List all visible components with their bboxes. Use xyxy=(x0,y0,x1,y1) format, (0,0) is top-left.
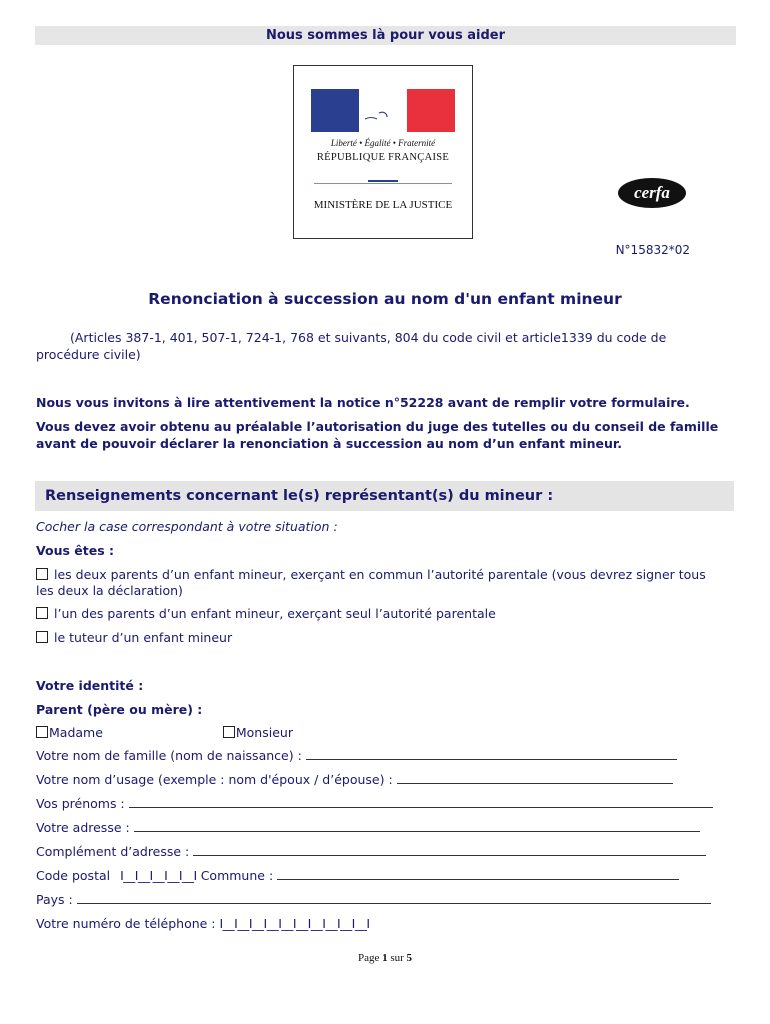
instruction-text: Cocher la case correspondant à votre situation : xyxy=(36,519,338,534)
pays-field[interactable] xyxy=(36,892,711,908)
notice-text: Nous vous invitons à lire attentivement la notice n°52228 avant de remplir votre formulaire. xyxy=(36,395,690,410)
nom-famille-field[interactable] xyxy=(36,748,677,764)
nom-usage-input[interactable] xyxy=(397,772,673,784)
ministry-logo xyxy=(293,65,473,239)
commune-input[interactable] xyxy=(277,868,679,880)
marianne-icon xyxy=(351,95,411,129)
page-word: Page xyxy=(357,952,380,964)
nom-famille-input[interactable] xyxy=(306,748,677,760)
page-number: 1 xyxy=(382,952,388,964)
nom-famille-label: Votre nom de famille (nom de naissance) : xyxy=(36,748,302,763)
complement-field[interactable] xyxy=(36,844,706,860)
republique-text: RÉPUBLIQUE FRANÇAISE xyxy=(316,152,450,163)
checkbox-tuteur[interactable] xyxy=(36,631,48,643)
parent-label: Parent (père ou mère) : xyxy=(36,702,203,717)
prenoms-label: Vos prénoms : xyxy=(36,796,125,811)
pays-label: Pays : xyxy=(36,892,73,907)
code-postal-commune-row xyxy=(36,868,679,884)
adresse-label: Votre adresse : xyxy=(36,820,130,835)
vous-etes-label: Vous êtes : xyxy=(36,543,114,558)
devise-text: Liberté • Égalité • Fraternité xyxy=(330,138,436,148)
sur-word: sur xyxy=(390,952,404,964)
option-tuteur[interactable] xyxy=(36,630,232,646)
prenoms-input[interactable] xyxy=(129,796,713,808)
autorisation-text: Vous devez avoir obtenu au préalable l’autorisation du juge des tutelles ou du conseil de famille avant de pouvoir déclarer la renonciation à succession au nom d’un enfant mineur. xyxy=(36,419,719,451)
madame-label: Madame xyxy=(49,725,103,740)
nom-usage-field[interactable] xyxy=(36,772,673,788)
logo-divider xyxy=(314,183,452,184)
ministere-text: MINISTÈRE DE LA JUSTICE xyxy=(313,199,453,211)
option-label: les deux parents d’un enfant mineur, exerçant en commun l’autorité parentale (vous devrez signer tous les deux la déclaration) xyxy=(36,567,706,598)
complement-input[interactable] xyxy=(193,844,706,856)
pays-input[interactable] xyxy=(77,892,711,904)
option-madame[interactable] xyxy=(36,725,103,740)
option-monsieur[interactable] xyxy=(223,725,293,740)
logo-divider-accent xyxy=(368,180,398,182)
cerfa-logo: cerfa xyxy=(618,178,686,208)
civilite-row xyxy=(36,725,293,741)
option-label: le tuteur d’un enfant mineur xyxy=(54,630,233,645)
prenoms-field[interactable] xyxy=(36,796,713,812)
monsieur-label: Monsieur xyxy=(235,725,293,740)
section-title: Renseignements concernant le(s) représentant(s) du mineur : xyxy=(35,481,734,511)
adresse-field[interactable] xyxy=(36,820,700,836)
page-title: Renonciation à succession au nom d'un enfant mineur xyxy=(148,290,622,308)
checkbox-madame[interactable] xyxy=(36,726,48,738)
adresse-input[interactable] xyxy=(134,820,700,832)
checkbox-un-parent[interactable] xyxy=(36,607,48,619)
telephone-label: Votre numéro de téléphone : xyxy=(36,916,216,931)
complement-label: Complément d’adresse : xyxy=(36,844,190,859)
checkbox-deux-parents[interactable] xyxy=(36,568,48,580)
page-total: 5 xyxy=(406,952,413,964)
identite-label: Votre identité : xyxy=(36,678,144,693)
cerfa-number: N°15832*02 xyxy=(615,243,690,257)
tricolor-flag-icon xyxy=(311,89,455,132)
option-deux-parents[interactable] xyxy=(36,567,716,599)
code-postal-input[interactable]: I__I__I__I__I__I xyxy=(120,868,197,883)
header-band: Nous sommes là pour vous aider xyxy=(35,26,736,45)
nom-usage-label: Votre nom d’usage (exemple : nom d'époux / d’épouse) : xyxy=(36,772,393,787)
code-postal-label: Code postal xyxy=(36,868,111,883)
page-footer xyxy=(0,952,770,964)
articles-reference: (Articles 387-1, 401, 507-1, 724-1, 768 et suivants, 804 du code civil et article1339 du code de procédure civile) xyxy=(36,330,667,362)
checkbox-monsieur[interactable] xyxy=(223,726,235,738)
commune-label: Commune : xyxy=(200,868,274,883)
option-label: l’un des parents d’un enfant mineur, exerçant seul l’autorité parentale xyxy=(54,606,496,621)
option-un-parent[interactable] xyxy=(36,606,496,622)
telephone-input[interactable]: I__I__I__I__I__I__I__I__I__I__I xyxy=(219,916,370,931)
telephone-field[interactable] xyxy=(36,916,370,932)
